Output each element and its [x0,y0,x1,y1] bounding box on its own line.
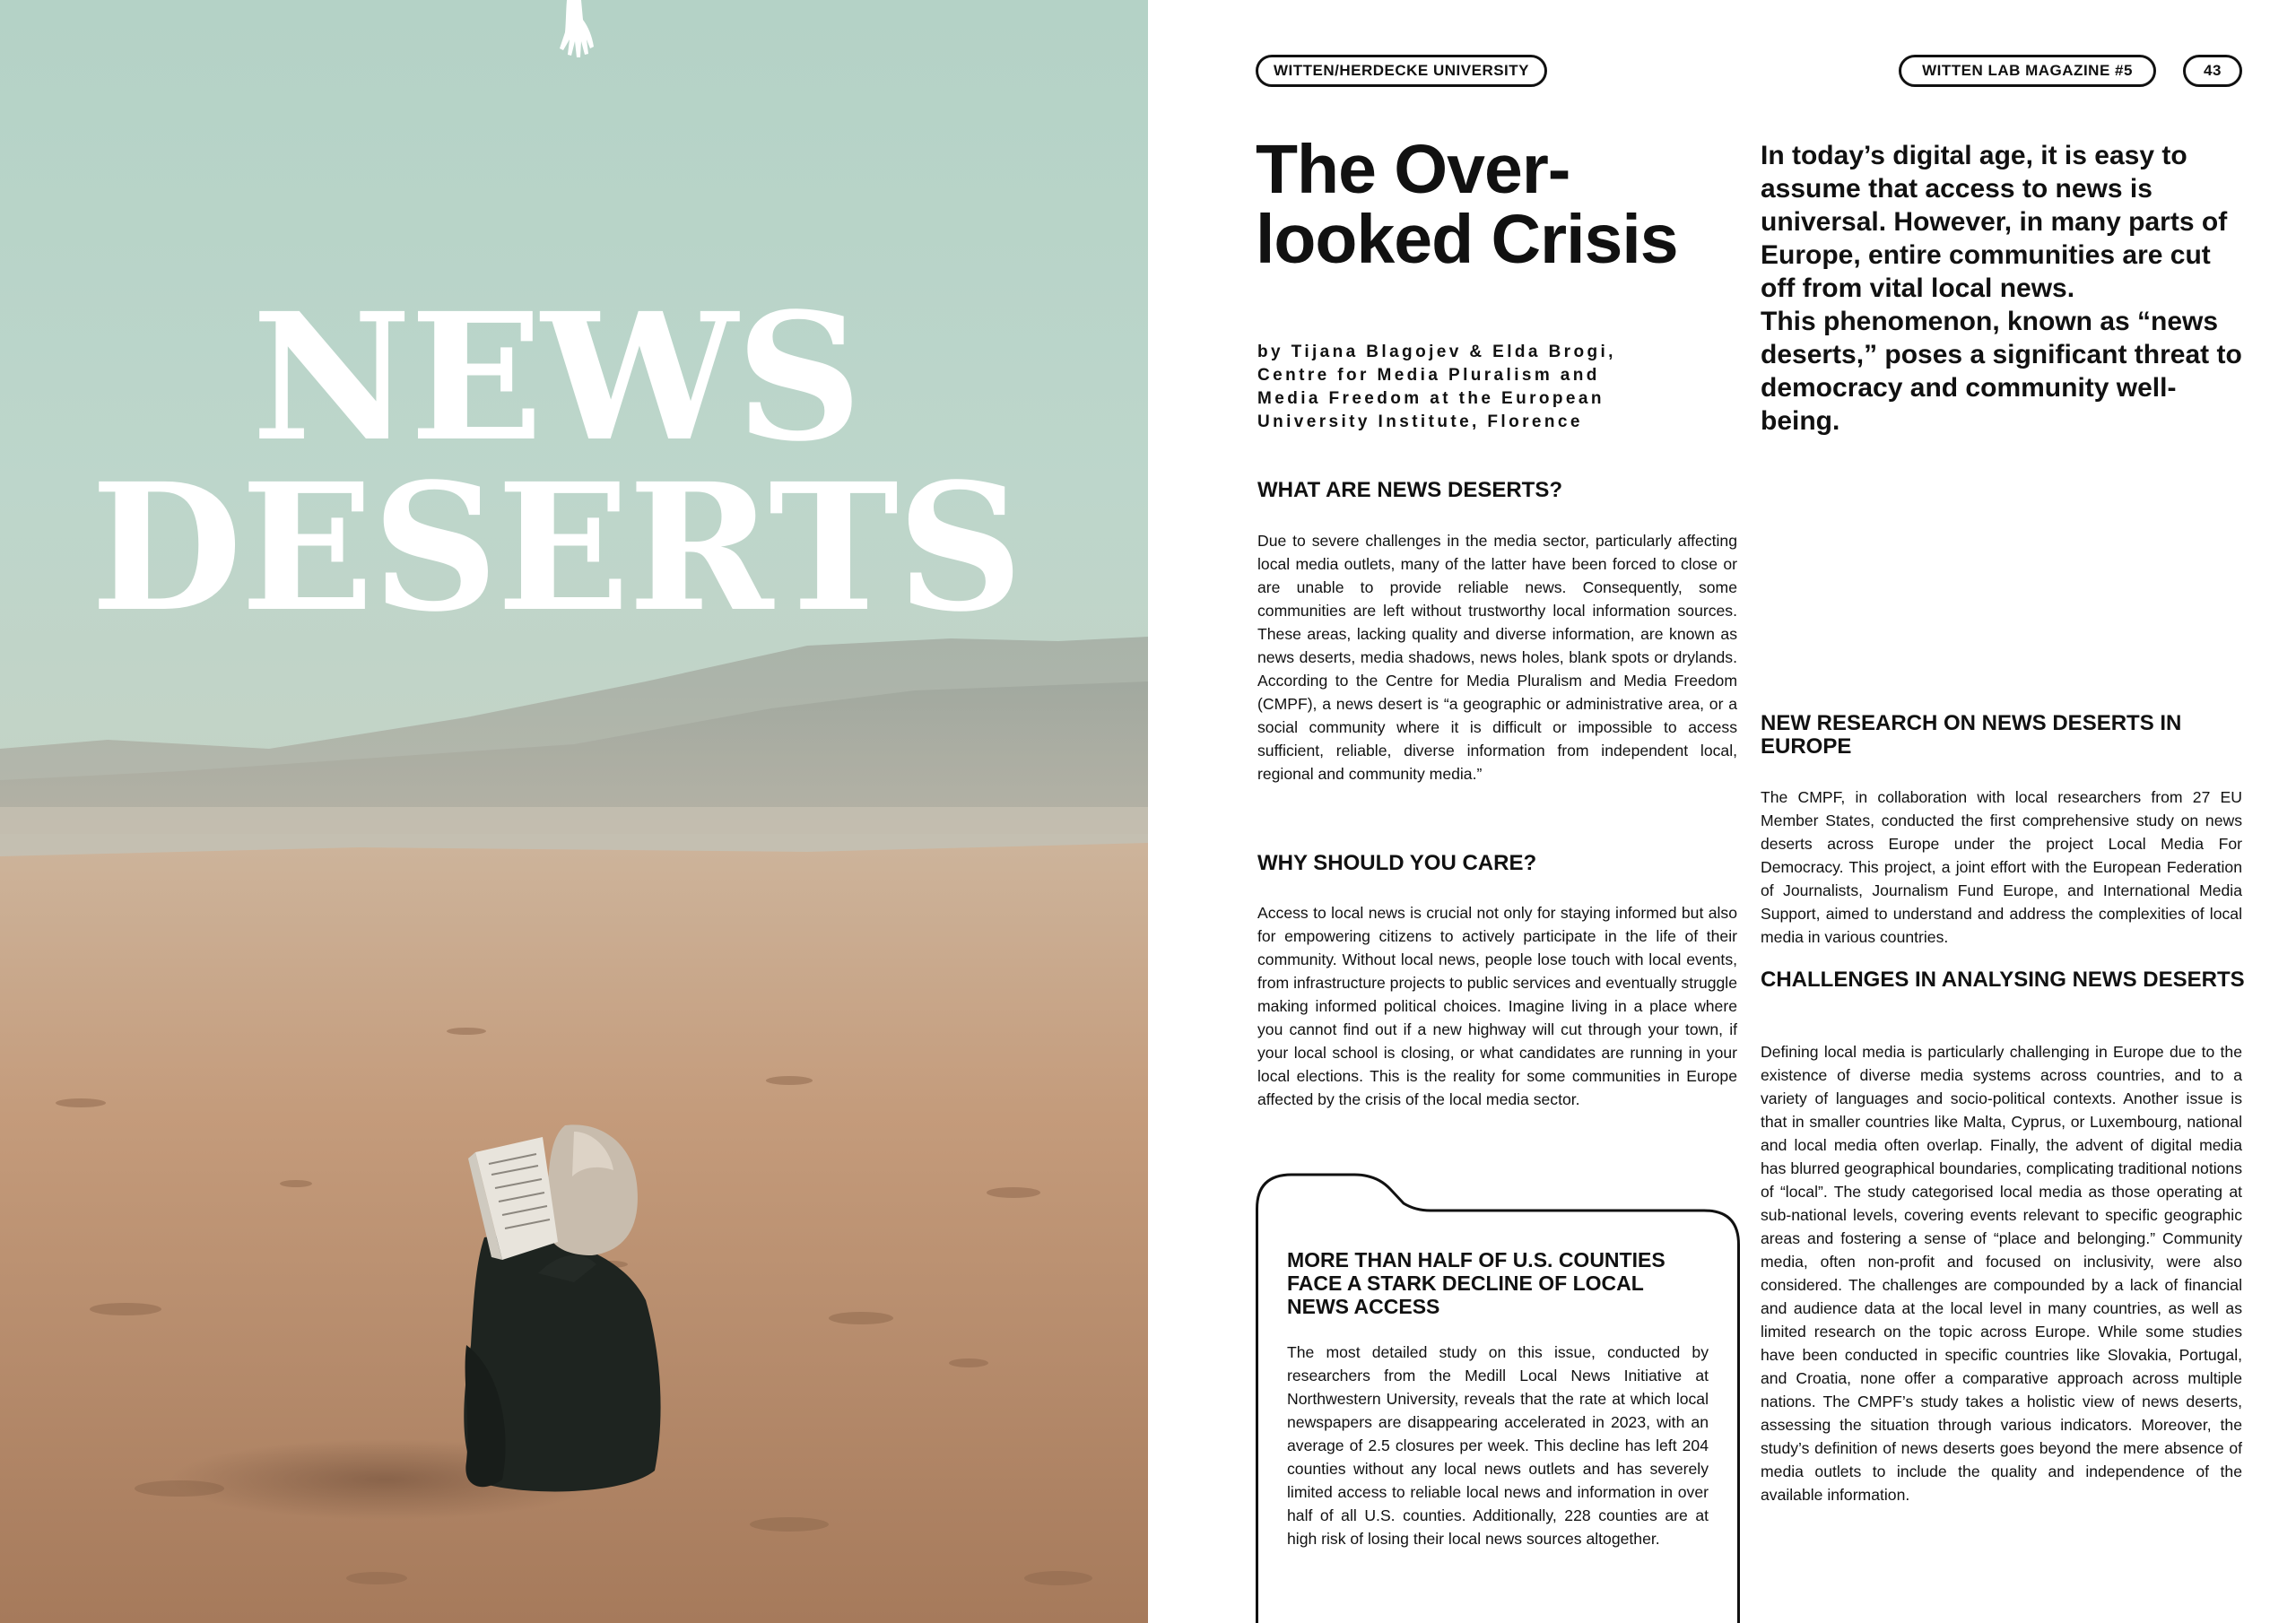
article-title-line: looked Crisis [1256,201,1678,278]
cover-title-line: NEWS [251,273,861,480]
section-heading-challenges: CHALLENGES IN ANALYSING NEWS DESERTS [1761,968,2245,992]
section-heading-new-research: NEW RESEARCH ON NEWS DESERTS IN EUROPE [1761,711,2182,759]
magazine-badge: WITTEN LAB MAGAZINE #5 [1899,55,2156,87]
lede-paragraph [1761,139,2245,438]
section-body-what: Due to severe challenges in the media sector, particularly affecting local media outlets, many of the latter have been forced to close or are unable to provide reliable news. Consequently, some communities are left without trustworthy local information sources. These areas, lacking quality and diverse information, are known as news deserts, media shadows, news holes, blank spots or drylands. According to the Centre for Media Pluralism and Media Freedom (CMPF), a news desert is “a geographic or administrative area, or a social community where it is difficult or impossible to access sufficient, reliable, diverse information from independent local, regional and community media.” [1257,532,1737,783]
callout-heading: MORE THAN HALF OF U.S. COUNTIES FACE A STARK DECLINE OF LOCAL NEWS ACCESS [1287,1248,1665,1318]
lede-sentence: In today’s digital age, it is easy to assume that access to news is universal. However, in many parts of Europe, entire communities are cut off from vital local news. [1761,141,2228,303]
section-heading-why: WHY SHOULD YOU CARE? [1257,851,1537,875]
article-title [1256,131,1758,278]
lede-sentence: This phenomenon, known as “news deserts,” poses a significant threat to democracy and community well-being. [1761,307,2242,436]
callout-body: The most detailed study on this issue, conducted by researchers from the Medill Local News Initiative at Northwestern University, reveals that the rate at which local newspapers are disappearing accelerated in 2023, with an average of 2.5 closures per week. This decline has left 204 counties without any local news outlets and has severely limited access to reliable local news and information in over half of all U.S. counties. Additionally, 228 counties are at high risk of losing their local news sources altogether. [1287,1343,1709,1548]
article-title-line: The Over- [1256,131,1570,208]
page-number: 43 [2183,55,2242,87]
section-heading-what: WHAT ARE NEWS DESERTS? [1257,478,1562,502]
cover-title [0,273,1112,650]
hand-icon [547,0,601,63]
section-body-new-research: The CMPF, in collaboration with local researchers from 27 EU Member States, conducted the first comprehensive study on news deserts across Europe under the project Local Media For Democracy. This project, a joint effort with the European Federation of Journalists, Journalism Fund Europe, and International Media Support, aimed to understand and address the complexities of local media in various countries. [1761,788,2242,946]
publisher-badge: WITTEN/HERDECKE UNIVERSITY [1256,55,1547,87]
section-body-challenges: Defining local media is particularly challenging in Europe due to the existence of diverse media systems across countries, and to a variety of languages and socio-political contexts. Another issue is that in smaller countries like Malta, Cyprus, or Luxembourg, national and local media often overlap. Finally, the advent of digital media has blurred geographical boundaries, complicating traditional notions of “local”. The study categorised local media as those operating at sub-national levels, covering events relevant to specific geographic areas and fostering a sense of “place and belonging.” Community media, often non-profit and focused on inclusivity, were also considered. The challenges are compounded by a lack of financial and audience data at the local level in many countries, as well as limited research on the topic across Europe. While some studies have been conducted in specific countries like Slovakia, Portugal, and Croatia, none offer a comparative approach across multiple nations. The CMPF’s study takes a holistic view of news deserts, assessing the situation through various indicators. Moreover, the study’s definition of news deserts goes beyond the mere absence of media outlets to include the quality and independence of the available information. [1761,1043,2242,1504]
section-body-why: Access to local news is crucial not only for staying informed but also for empowering citizens to actively participate in the life of their community. Without local news, people lose touch with local events, from infrastructure projects to public services and eventually struggle making informed political choices. Imagine living in a place where you cannot find out if a new highway will cut through your town, if your local school is closing, or what candidates are running in your local elections. This is the reality for some communities in Europe affected by the crisis of the local media sector. [1257,904,1737,1108]
byline: by Tijana Blagojev & Elda Brogi, Centre for Media Pluralism and Media Freedom at the European University Institute, Florence [1257,343,1616,431]
cover-title-line: DESERTS [91,444,1022,650]
reading-figure [464,1124,660,1491]
